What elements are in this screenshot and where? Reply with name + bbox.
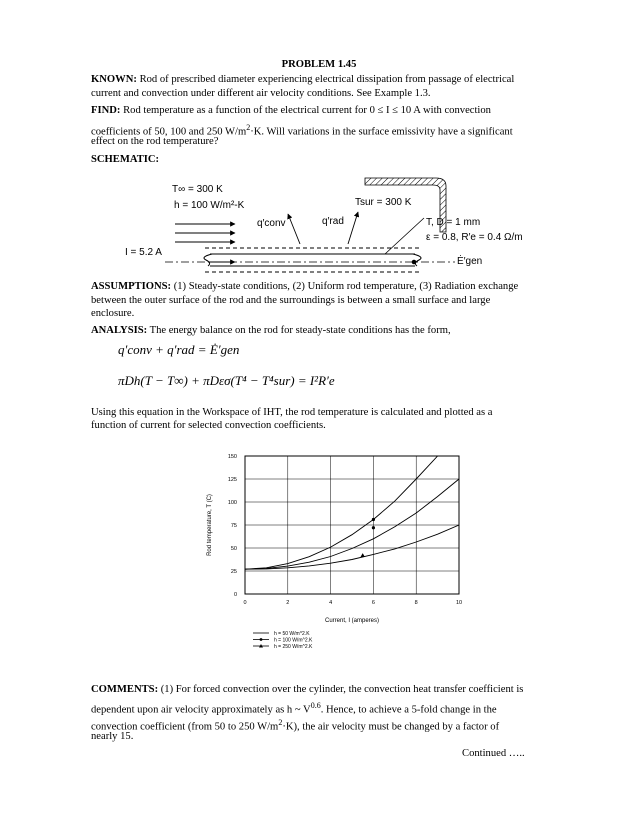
- x-tick-label: 10: [455, 600, 463, 606]
- x-tick-label: 2: [286, 600, 290, 606]
- series-marker-2: [372, 526, 375, 529]
- y-axis-label: Rod temperature, T (C): [207, 494, 213, 556]
- series-marker-1: [372, 518, 375, 521]
- comments-sup-2: 2: [278, 718, 283, 727]
- known-text-2: current and convection under different air velocity conditions. See Example 1.3.: [91, 88, 431, 99]
- problem-title: PROBLEM 1.45: [281, 59, 357, 70]
- comments-text-2b: . Hence, to achieve a 5-fold change in the: [320, 704, 497, 716]
- analysis-text-2: Using this equation in the Workspace of IHT, the rod temperature is calculated and plotted as a: [91, 407, 493, 418]
- schematic-label: SCHEMATIC:: [91, 154, 160, 165]
- analysis-text-1: The energy balance on the rod for steady-state conditions has the form,: [149, 325, 451, 336]
- comments-sup-1: 0.6: [310, 701, 321, 710]
- y-tick-label: 25: [230, 569, 237, 575]
- legend-entry-2: h = 100 W/m^2.K: [274, 637, 313, 644]
- x-tick-label: 4: [329, 600, 333, 606]
- y-tick-label: 100: [227, 500, 237, 506]
- x-tick-label: 8: [414, 600, 418, 606]
- legend-entry-1: h = 50 W/m^2.K: [274, 631, 310, 637]
- chart-tick-labels: [228, 454, 462, 606]
- comments-text-4: nearly 15.: [91, 731, 134, 742]
- chart-grid: [245, 456, 459, 594]
- find-text-1: Rod temperature as a function of the electrical current for 0 ≤ I ≤ 10 A with convection: [123, 105, 491, 116]
- series-marker-3: [361, 553, 365, 557]
- qrad-label: q′rad: [322, 216, 344, 227]
- comments-text-3b: ·K), the air velocity must be changed by a factor of: [282, 721, 500, 733]
- y-tick-label: 0: [233, 592, 237, 598]
- assumptions-text-2: between the outer surface of the rod and the surroundings is between a small surface and large: [91, 295, 491, 306]
- equation-2: πDh(T − T∞) + πDεσ(T⁴ − T⁴sur) = I²R′e: [118, 373, 335, 388]
- known-text-1: Rod of prescribed diameter experiencing electrical dissipation from passage of electrical: [139, 74, 515, 85]
- emissivity-label: ε = 0.8, R′e = 0.4 Ω/m: [426, 232, 523, 243]
- find-label: FIND:: [91, 105, 121, 116]
- known-label: KNOWN:: [91, 74, 137, 85]
- y-tick-label: 125: [227, 477, 237, 483]
- t-infinity-label: T∞ = 300 K: [172, 184, 223, 195]
- t-d-label: T, D = 1 mm: [426, 217, 481, 228]
- y-tick-label: 50: [230, 546, 237, 552]
- find-sup: 2: [246, 123, 251, 132]
- series-line-3: [245, 525, 459, 569]
- find-text-3: effect on the rod temperature?: [91, 136, 219, 147]
- qconv-label: q′conv: [257, 218, 286, 229]
- current-label: I = 5.2 A: [125, 247, 162, 258]
- x-tick-label: 6: [371, 600, 375, 606]
- comments-text-2a: dependent upon air velocity approximately as h ~ V: [91, 704, 311, 716]
- comments-line-1: [91, 682, 523, 697]
- legend-entry-3: h = 250 W/m^2.K: [274, 644, 313, 650]
- h-label: h = 100 W/m²-K: [174, 200, 245, 211]
- assumptions-text-1: (1) Steady-state conditions, (2) Uniform rod temperature, (3) Radiation exchange: [173, 281, 519, 292]
- t-sur-label: Tsur = 300 K: [355, 197, 412, 208]
- series-line-2: [245, 479, 459, 569]
- comments-line-3: [91, 715, 499, 735]
- assumptions-label: ASSUMPTIONS:: [91, 281, 172, 292]
- x-tick-label: 0: [243, 600, 247, 606]
- chart-legend: [253, 631, 313, 650]
- analysis-text-3: function of current for selected convection coefficients.: [91, 420, 326, 431]
- find-text-2b: ·K. Will variations in the surface emissivity have a significant: [250, 126, 513, 138]
- y-tick-label: 75: [230, 523, 237, 529]
- assumptions-text-3: enclosure.: [91, 308, 135, 319]
- analysis-label: ANALYSIS:: [91, 325, 148, 336]
- x-axis-label: Current, I (amperes): [324, 618, 380, 624]
- continued-note: Continued …..: [462, 748, 525, 759]
- egen-label: Ė′gen: [457, 256, 483, 267]
- legend-marker-circle: [260, 638, 263, 641]
- equation-1: q′conv + q′rad = Ė′gen: [118, 342, 240, 357]
- comments-label: COMMENTS:: [91, 684, 159, 695]
- comments-text-3a: convection coefficient (from 50 to 250 W/m: [91, 721, 279, 733]
- find-text-2a: coefficients of 50, 100 and 250 W/m: [91, 126, 247, 138]
- y-tick-label: 150: [227, 454, 237, 460]
- comments-text-1: (1) For forced convection over the cylinder, the convection heat transfer coefficient is: [160, 684, 524, 695]
